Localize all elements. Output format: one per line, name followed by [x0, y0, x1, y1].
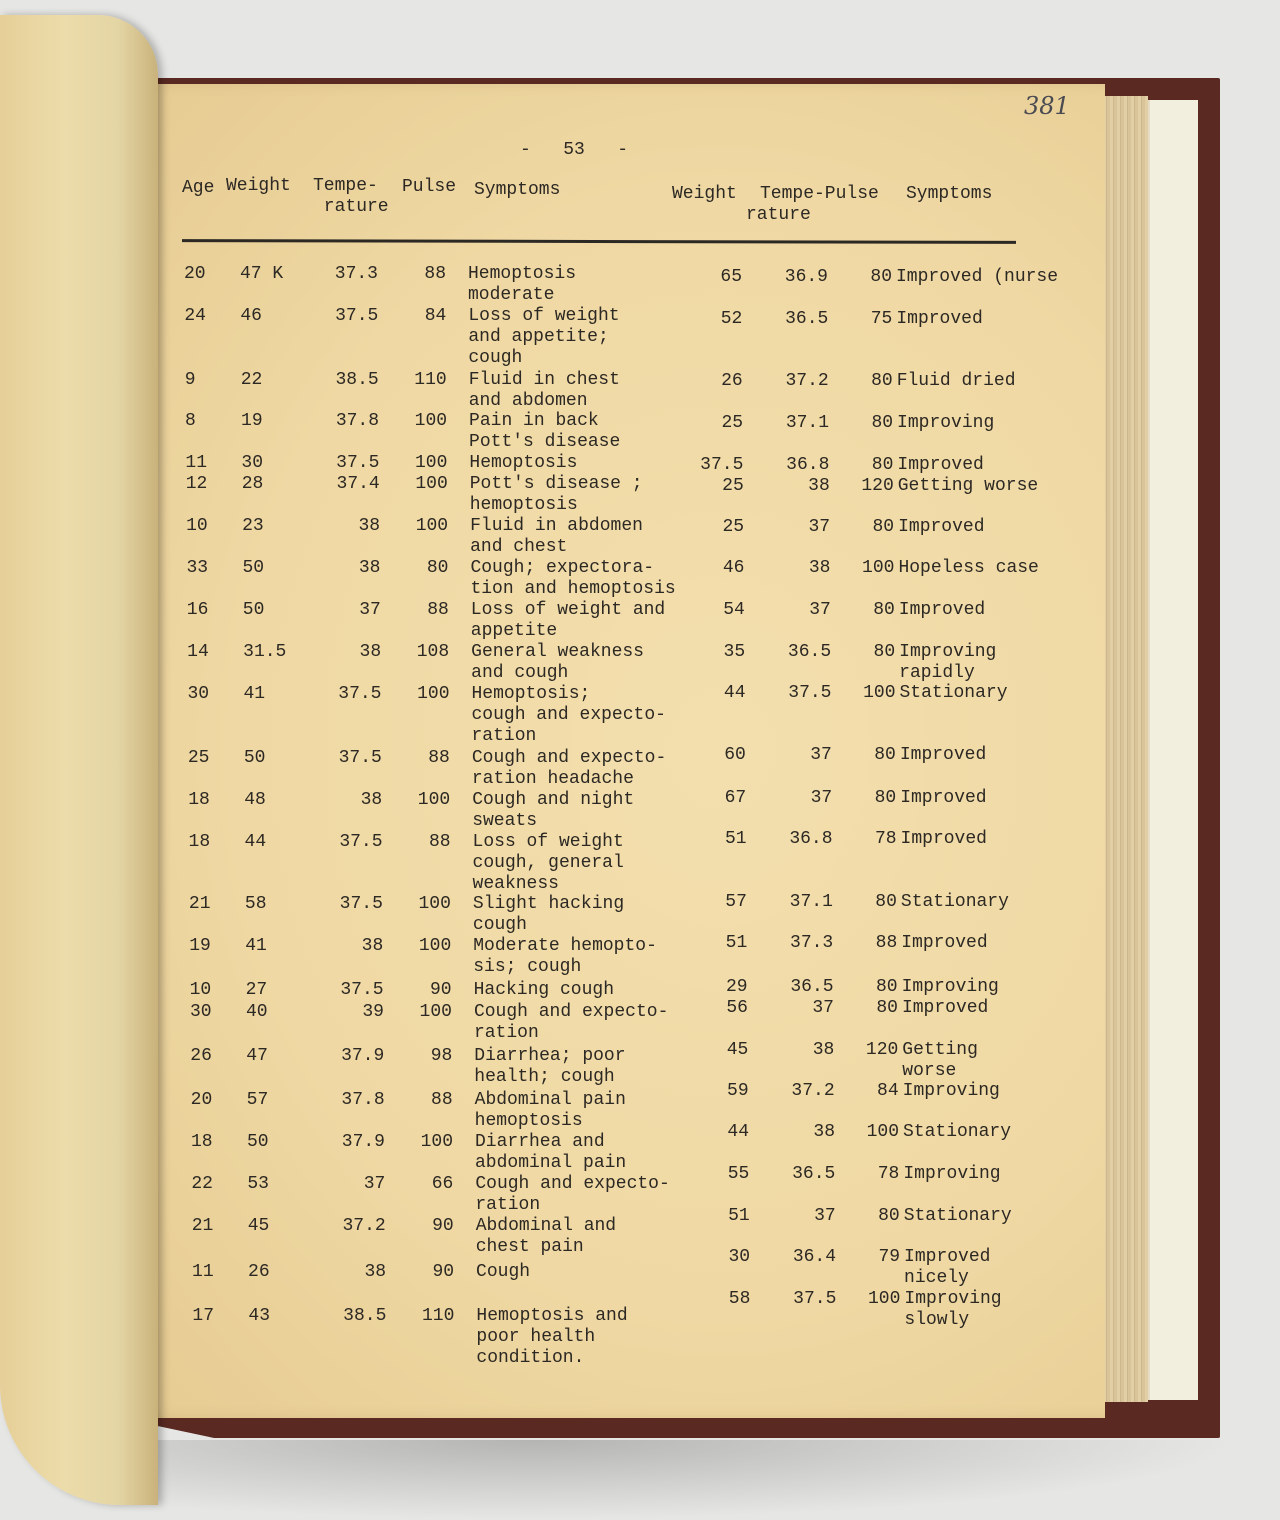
cell-pulse: 100 [419, 1002, 452, 1022]
cell-pulse: 88 [428, 832, 451, 852]
cell-pulse: 98 [430, 1046, 453, 1066]
cell-weight-2: 59 [727, 1081, 749, 1101]
cell-outcome: Improving [903, 1164, 1001, 1184]
cell-weight-2: 65 [720, 267, 742, 287]
cell-temperature: 39 [362, 1002, 384, 1022]
cell-weight-2: 44 [723, 683, 746, 703]
cell-weight-2: 57 [725, 892, 747, 912]
cell-symptoms: Cough and expecto- ration [475, 1174, 670, 1215]
cell-symptoms: Abdominal pain hemoptosis [474, 1090, 626, 1131]
cell-temperature-2: 38 [808, 558, 831, 578]
cell-weight-2: 51 [724, 829, 747, 849]
cell-age: 17 [192, 1306, 214, 1326]
cell-weight-2: 45 [726, 1040, 749, 1060]
cell-outcome: Improving [902, 1081, 1000, 1101]
cell-temperature-2: 37 [812, 998, 834, 1018]
cell-temperature: 37.4 [336, 474, 380, 494]
cell-symptoms: Pain in back Pott's disease [469, 411, 621, 452]
cell-outcome: Improved [900, 788, 987, 808]
cell-temperature-2: 36.8 [789, 829, 833, 849]
cell-pulse-2: 80 [870, 267, 892, 287]
cell-pulse-2: 120 [865, 1040, 899, 1060]
cell-temperature-2: 37 [814, 1206, 836, 1226]
header-temperature: Tempe- rature [313, 176, 389, 217]
cell-outcome: Stationary [903, 1122, 1012, 1142]
page-edges [1100, 96, 1148, 1402]
cell-pulse: 88 [427, 600, 449, 620]
cell-weight-2: 60 [724, 745, 746, 765]
cell-weight: 28 [241, 474, 264, 494]
cell-symptoms: Slight hacking cough [472, 894, 625, 935]
cell-weight-2: 51 [725, 933, 748, 953]
cell-outcome: Improving rapidly [899, 642, 997, 683]
left-page [0, 15, 158, 1505]
cell-age: 9 [184, 370, 196, 390]
cell-age: 11 [192, 1262, 214, 1282]
cell-symptoms: Hemoptosis moderate [468, 264, 577, 305]
cell-age: 10 [186, 516, 208, 536]
cell-age: 30 [189, 1002, 212, 1022]
cell-weight-2: 29 [725, 977, 748, 997]
cell-pulse-2: 100 [867, 1289, 901, 1309]
cell-weight: 57 [246, 1090, 269, 1110]
cell-pulse-2: 80 [875, 892, 897, 912]
cell-pulse-2: 88 [875, 933, 898, 953]
cell-pulse: 100 [415, 474, 448, 494]
cell-temperature: 38.5 [335, 370, 379, 390]
cell-weight-2: 51 [728, 1206, 750, 1226]
cell-pulse: 84 [424, 306, 447, 326]
cell-temperature-2: 37.1 [789, 892, 833, 912]
cell-age: 33 [186, 558, 209, 578]
cell-outcome: Fluid dried [896, 371, 1016, 391]
header-weight-2: Weight [672, 184, 737, 204]
cell-temperature: 38 [358, 558, 381, 578]
cell-age: 20 [184, 264, 206, 284]
cell-age: 20 [190, 1090, 213, 1110]
cell-temperature: 38 [361, 936, 384, 956]
cell-temperature-2: 36.5 [792, 1164, 836, 1184]
cell-temperature-2: 37 [810, 745, 832, 765]
cell-pulse-2: 120 [861, 476, 894, 496]
cell-symptoms: Cough [476, 1262, 531, 1282]
cell-age: 11 [185, 453, 207, 473]
cell-outcome: Hopeless case [898, 558, 1039, 578]
cell-outcome: Improving slowly [904, 1289, 1002, 1330]
cell-temperature: 37.5 [340, 980, 384, 1000]
cell-pulse-2: 80 [871, 413, 894, 433]
cell-weight: 31.5 [243, 642, 287, 662]
cell-age: 26 [190, 1046, 212, 1066]
cell-temperature-2: 37.2 [785, 371, 829, 391]
cell-temperature-2: 38 [812, 1040, 835, 1060]
cell-temperature: 38 [364, 1262, 387, 1282]
cell-outcome: Improved [901, 998, 989, 1018]
cell-age: 18 [191, 1132, 213, 1152]
cell-age: 30 [187, 684, 210, 704]
cell-temperature: 37.5 [339, 894, 383, 914]
cell-temperature: 37.3 [334, 264, 378, 284]
cell-weight: 41 [243, 684, 266, 704]
cell-outcome: Improved [901, 933, 988, 953]
cell-pulse-2: 80 [874, 745, 896, 765]
cell-temperature: 38 [358, 516, 381, 536]
cell-weight: 50 [242, 558, 265, 578]
cell-symptoms: Fluid in chest and abdomen [468, 370, 620, 411]
cell-age: 14 [187, 642, 209, 662]
endpaper [1148, 100, 1198, 1400]
cell-symptoms: Loss of weight and appetite; cough [468, 306, 620, 368]
cell-pulse-2: 84 [877, 1081, 899, 1101]
cell-symptoms: Loss of weight and appetite [470, 600, 666, 641]
cell-temperature-2: 37 [809, 600, 831, 620]
cell-outcome: Improved (nurse [896, 267, 1059, 287]
cell-symptoms: Diarrhea and abdominal pain [475, 1132, 627, 1173]
cell-weight: 50 [243, 748, 266, 768]
cell-temperature: 37.9 [341, 1046, 385, 1066]
cell-weight: 53 [247, 1174, 269, 1194]
cell-pulse-2: 80 [874, 788, 897, 808]
cell-symptoms: Hemoptosis; cough and expecto- ration [471, 684, 666, 746]
cell-weight: 26 [248, 1262, 270, 1282]
cell-pulse: 90 [432, 1262, 455, 1282]
cell-temperature: 37 [363, 1174, 386, 1194]
cell-age: 25 [187, 748, 210, 768]
page-number: - 53 - [520, 140, 629, 160]
cell-pulse: 100 [414, 411, 448, 431]
cell-outcome: Improved [896, 309, 983, 329]
cell-pulse-2: 80 [871, 371, 893, 391]
cell-symptoms: Abdominal and chest pain [475, 1216, 617, 1257]
book-shadow [60, 1440, 1240, 1520]
cell-symptoms: Cough and expecto- ration headache [471, 748, 667, 789]
cell-symptoms: Cough and night sweats [472, 790, 635, 831]
cell-pulse-2: 78 [874, 829, 897, 849]
cell-outcome: Stationary [903, 1206, 1012, 1226]
cell-outcome: Getting worse [897, 476, 1039, 496]
cell-temperature: 37.2 [342, 1216, 386, 1236]
header-age: Age [182, 178, 215, 198]
cell-pulse: 100 [418, 894, 451, 914]
cell-weight-2: 46 [722, 558, 745, 578]
cell-pulse-2: 80 [875, 977, 898, 997]
cell-weight-2: 37.5 [700, 455, 744, 475]
cell-outcome: Improved [900, 829, 987, 849]
cell-pulse-2: 80 [873, 600, 895, 620]
cell-weight-2: 58 [728, 1289, 751, 1309]
cell-pulse: 100 [415, 516, 449, 536]
cell-pulse-2: 100 [866, 1122, 899, 1142]
cell-weight: 50 [247, 1132, 269, 1152]
cell-temperature: 37.8 [341, 1090, 385, 1110]
cell-pulse: 66 [431, 1174, 454, 1194]
cell-age: 12 [185, 474, 208, 494]
cell-weight-2: 54 [723, 600, 745, 620]
cell-temperature: 38 [359, 642, 382, 662]
cell-weight: 43 [248, 1306, 270, 1326]
cell-weight-2: 35 [723, 642, 746, 662]
cell-temperature: 37.8 [335, 411, 380, 431]
cell-age: 18 [188, 832, 211, 852]
cell-outcome: Getting worse [902, 1040, 978, 1081]
cell-pulse-2: 79 [878, 1247, 901, 1267]
header-symptoms: Symptoms [474, 180, 561, 200]
cell-weight: 45 [247, 1216, 270, 1236]
cell-temperature: 37.5 [339, 832, 383, 852]
cell-temperature-2: 37 [808, 517, 831, 537]
cell-outcome: Improving [897, 413, 995, 433]
cell-temperature: 37.9 [341, 1132, 385, 1152]
cell-temperature: 38 [360, 790, 383, 810]
header-pulse: Pulse [402, 177, 457, 197]
cell-symptoms: Cough; expectora- tion and hemoptosis [470, 558, 676, 599]
cell-symptoms: Hemoptosis [469, 453, 578, 473]
cell-pulse: 100 [414, 453, 448, 473]
cell-weight: 27 [245, 980, 268, 1000]
cell-weight: 30 [241, 453, 263, 473]
cell-outcome: Improved [897, 455, 984, 475]
header-temperature-pulse-2: Tempe-Pulse [760, 184, 879, 204]
cell-pulse: 100 [418, 936, 452, 956]
cell-temperature-2: 37.2 [791, 1081, 835, 1101]
cell-temperature: 37 [359, 600, 381, 620]
cell-symptoms: Hacking cough [473, 980, 615, 1000]
cell-weight: 47 K [240, 264, 284, 284]
cell-temperature-2: 36.9 [784, 267, 828, 287]
cell-weight: 50 [242, 600, 265, 620]
cell-temperature-2: 37 [810, 788, 833, 808]
cell-temperature-2: 36.4 [792, 1247, 837, 1267]
cell-weight: 48 [244, 790, 266, 810]
cell-outcome: Improving [901, 977, 999, 997]
cell-weight-2: 25 [722, 476, 744, 496]
header-temperature-2-cont: rature [746, 205, 811, 225]
cell-weight: 40 [245, 1002, 268, 1022]
cell-weight: 47 [246, 1046, 268, 1066]
cell-pulse: 100 [417, 684, 450, 704]
cell-pulse: 108 [416, 642, 450, 662]
cell-pulse-2: 78 [877, 1164, 900, 1184]
cell-temperature: 37.5 [336, 453, 380, 473]
cell-weight: 23 [242, 516, 264, 536]
cell-age: 21 [191, 1216, 214, 1236]
cell-weight: 44 [244, 832, 267, 852]
cell-pulse: 80 [426, 558, 449, 578]
cell-pulse: 110 [421, 1306, 455, 1326]
cell-symptoms: General weakness and cough [471, 642, 644, 683]
cell-weight-2: 25 [722, 517, 745, 537]
cell-weight-2: 25 [721, 413, 744, 433]
folio-number: 381 [1024, 92, 1070, 120]
cell-temperature-2: 36.8 [786, 455, 830, 475]
cell-pulse: 90 [432, 1216, 454, 1236]
cell-age: 21 [188, 894, 211, 914]
cell-age: 18 [188, 790, 210, 810]
cell-temperature-2: 38 [813, 1122, 835, 1142]
cell-pulse-2: 80 [876, 998, 898, 1018]
cell-temperature: 37.5 [338, 748, 382, 768]
cell-weight-2: 30 [728, 1247, 751, 1267]
cell-temperature-2: 36.5 [785, 309, 829, 329]
cell-weight-2: 56 [726, 998, 748, 1018]
cell-temperature-2: 36.5 [787, 642, 832, 662]
cell-temperature-2: 37.3 [790, 933, 834, 953]
cell-age: 22 [191, 1174, 213, 1194]
cell-pulse-2: 75 [870, 309, 893, 329]
cell-temperature-2: 36.5 [790, 977, 834, 997]
cell-pulse: 100 [417, 790, 451, 810]
cell-pulse: 88 [424, 264, 446, 284]
cell-age: 16 [186, 600, 209, 620]
cell-pulse-2: 100 [862, 558, 895, 578]
cell-pulse: 88 [428, 748, 450, 768]
cell-weight-2: 55 [727, 1164, 750, 1184]
cell-outcome: Improved nicely [904, 1247, 991, 1288]
cell-weight: 46 [240, 306, 262, 326]
cell-outcome: Stationary [900, 892, 1009, 912]
cell-weight-2: 52 [720, 309, 743, 329]
cell-pulse-2: 80 [878, 1206, 900, 1226]
cell-temperature-2: 37.5 [788, 683, 832, 703]
cell-temperature: 37.5 [335, 306, 379, 326]
cell-weight: 19 [241, 411, 263, 431]
cell-outcome: Improved [898, 600, 986, 620]
cell-symptoms: Loss of weight cough, general weakness [472, 832, 624, 894]
cell-temperature-2: 37.5 [793, 1289, 837, 1309]
cell-age: 19 [189, 936, 211, 956]
cell-symptoms: Hemoptosis and poor health condition. [476, 1306, 628, 1368]
cell-weight: 22 [240, 370, 263, 390]
cell-outcome: Improved [899, 745, 987, 765]
cell-temperature: 37.5 [338, 684, 382, 704]
cell-outcome: Stationary [899, 683, 1008, 703]
cell-pulse: 88 [431, 1090, 453, 1110]
cell-symptoms: Pott's disease ; hemoptosis [469, 474, 643, 515]
cell-pulse: 90 [429, 980, 452, 1000]
cell-weight-2: 26 [721, 371, 743, 391]
cell-pulse: 100 [420, 1132, 453, 1152]
cell-symptoms: Fluid in abdomen and chest [470, 516, 643, 557]
cell-weight-2: 67 [724, 788, 747, 808]
cell-pulse: 110 [414, 370, 447, 390]
header-symptoms-2: Symptoms [906, 184, 993, 204]
cell-outcome: Improved [898, 517, 985, 537]
cell-weight: 58 [244, 894, 267, 914]
cell-age: 24 [184, 306, 206, 326]
cell-pulse-2: 80 [871, 455, 894, 475]
cell-age: 8 [185, 411, 196, 431]
cell-pulse-2: 80 [873, 642, 896, 662]
cell-pulse-2: 100 [863, 683, 896, 703]
cell-symptoms: Moderate hemopto- sis; cough [473, 936, 657, 977]
cell-symptoms: Cough and expecto- ration [473, 1002, 669, 1043]
cell-weight: 41 [245, 936, 267, 956]
cell-weight-2: 44 [727, 1122, 749, 1142]
cell-symptoms: Diarrhea; poor health; cough [474, 1046, 626, 1087]
cell-temperature-2: 37.1 [785, 413, 830, 433]
cell-temperature: 38.5 [343, 1306, 387, 1326]
cell-age: 10 [189, 980, 212, 1000]
header-weight: Weight [226, 176, 291, 196]
cell-pulse-2: 80 [872, 517, 895, 537]
cell-temperature-2: 38 [808, 476, 830, 496]
